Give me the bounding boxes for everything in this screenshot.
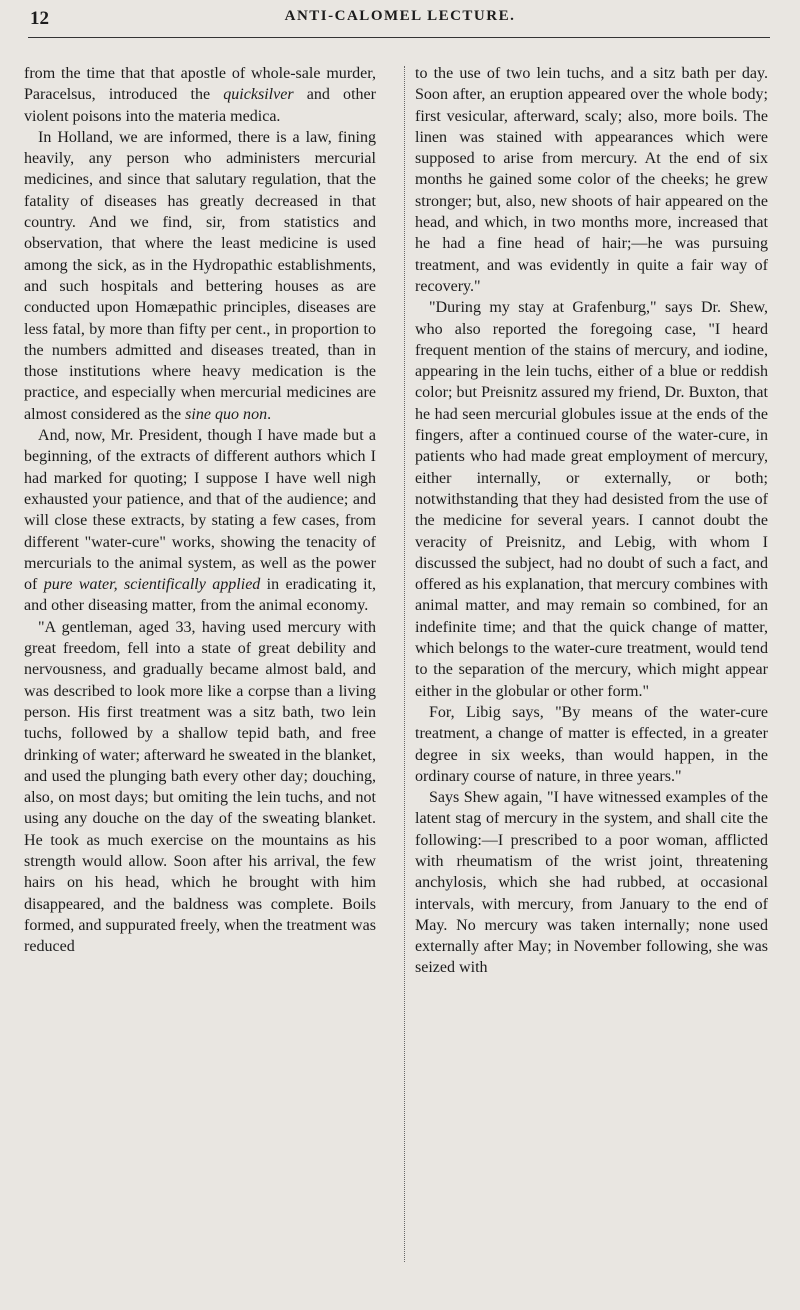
running-head: ANTI-CALOMEL LECTURE.: [284, 8, 516, 24]
paragraph: [24, 63, 376, 127]
paragraph: Says Shew again, "I have witnessed examples of the latent stag of mercury in the system, and shall cite the following:—I prescribed to a poor woman, afflicted with rheumatism of the wrist joint, threatening anchylosis, which she had rubbed, at occasional intervals, with mercury, from January to the end of May. No mercury was taken internally; none used externally after May; in November following, she was seized with: [415, 789, 768, 977]
paragraph: For, Libig says, "By means of the water-cure treatment, a change of matter is effected, in a greater degree in six weeks, than would happen, in the ordinary course of nature, in three years.": [415, 703, 768, 785]
paragraph-text: from the time that that apostle of whole-sale murder, Paracelsus, introduced the: [24, 65, 376, 104]
paragraph: "A gentleman, aged 33, having used mercury with great freedom, fell into a state of great debility and nervousness, and gradually became almost bald, and was described to look more like a corpse than a living person. His first treatment was a sitz bath, two lein tuchs, followed by a shallow tepid bath, and free drinking of water; afterward he sweated in the blanket, and used the plunging bath every other day; douching, also, on most days; but omiting the lein tuchs, and not using any douche on the day of the sweating blanket. He took as much exercise on the mountains as his strength would allow. Soon after his arrival, the few hairs on his head, which he brought with him disappeared, and the baldness was complete. Boils formed, and suppurated freely, when the treatment was reduced: [24, 618, 376, 956]
paragraph: [24, 127, 376, 425]
left-column: [24, 63, 376, 957]
paragraph-text: and other violent poisons into the materia medica.: [24, 86, 376, 125]
header-rule: [28, 37, 770, 38]
right-column: [415, 63, 768, 979]
paragraph: "During my stay at Grafenburg," says Dr. Shew, who also reported the foregoing case, "I heard frequent mention of the stains of mercury, and iodine, appearing in the lein tuchs, either of a blue or reddish color; but Preisnitz assured my friend, Dr. Buxton, that he had seen mercurial globules issue at the ends of the fingers, after a continued course of the water-cure, in patients who had made great employment of mercury, either internally, or externally, or both; notwithstanding that they had desisted from the use of the medicine for several years. I cannot doubt the veracity of Preisnitz, and Lebig, with whom I discussed the subject, had no doubt of such a fact, and offered as his explanation, that mercury combines with animal matter, and may remain so combined, for an indefinite time; and that the quick change of matter, which belongs to the water-cure treatment, would tend to the separation of the mercury, which might appear either in the globular or other form.": [415, 299, 768, 700]
paragraph-text: .: [267, 405, 272, 423]
emphasis-text: pure water, scientifically applied: [43, 576, 261, 594]
paragraph-text: In Holland, we are informed, there is a law, fining heavily, any person who administers mercurial medicines, and since that salutary regulation, that the fatality of diseases has greatly decreased in that country. And we find, sir, from statistics and observation, that where the least medicine is used among the sick, as in the Hydropathic establishments, and such hospitals and bettering houses as are conducted upon Homæpathic principles, diseases are less fatal, by more than fifty per cent., in proportion to the numbers admitted and diseases treated, than in those institutions where heavy medication is the practice, and especially when mercurial medicines are almost considered as the: [24, 128, 376, 423]
paragraph: [24, 425, 376, 617]
paragraph-text: in eradicating it, and other diseasing matter, from the animal economy.: [24, 576, 376, 615]
paragraph: to the use of two lein tuchs, and a sitz bath per day. Soon after, an eruption appeared over the whole body; first vesicular, afterward, scaly; also, more boils. The linen was stained with appearances which were supposed to arise from mercury. At the end of six months he gained some color of the cheeks; he grew stronger; but, also, new shoots of hair appeared on the head, and which, in two months more, increased that he had a fine head of hair;—he was pursuing treatment, and was evidently in quite a fair way of recovery.": [415, 65, 768, 295]
page-number: 12: [30, 8, 49, 29]
paragraph-text: And, now, Mr. President, though I have made but a beginning, of the extracts of different authors which I had marked for quoting; I suppose I have well nigh exhausted your patience, and that of the audience; and will close these extracts, by stating a few cases, from different "water-cure" works, showing the tenacity of mercurials to the animal system, as well as the power of: [24, 427, 376, 594]
emphasis-text: sine quo non: [185, 405, 268, 423]
emphasis-text: quicksilver: [223, 86, 294, 104]
page-header: [0, 0, 800, 50]
column-divider: [404, 66, 405, 1262]
